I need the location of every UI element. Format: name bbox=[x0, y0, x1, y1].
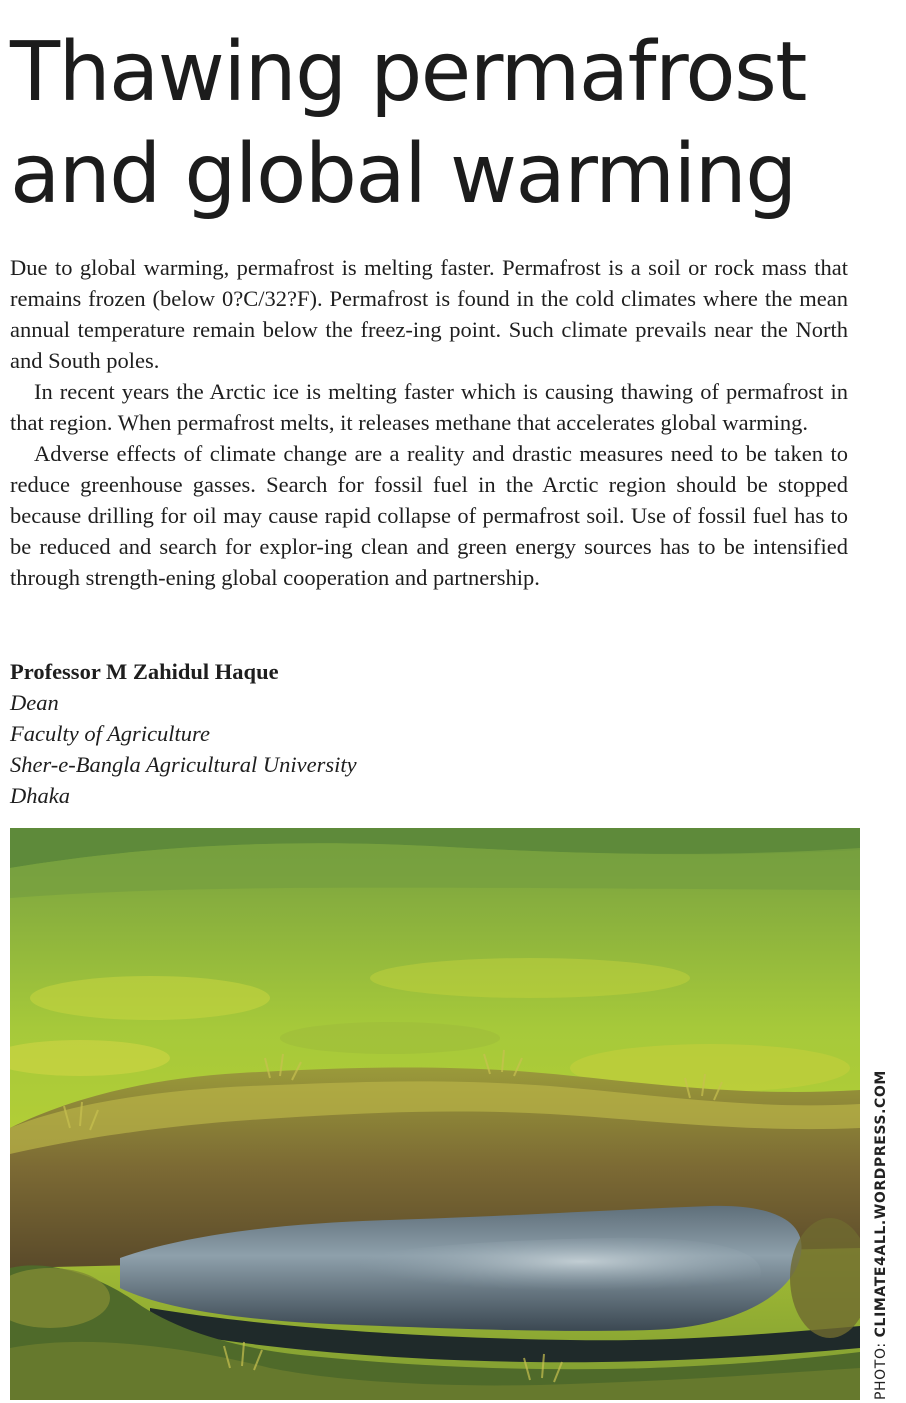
article-paragraph-2: In recent years the Arctic ice is melting faster which is causing thawing of permafrost in that region. When permafrost melts, it releases methane that accelerates global warming. bbox=[10, 379, 848, 435]
article-paragraph-1: Due to global warming, permafrost is melting faster. Permafrost is a soil or rock mass that remains frozen (below 0?C/32?F). Permafrost is found in the cold climates where the mean annual temperature remain below the freez-ing point. Such climate prevails near the North and South poles. bbox=[10, 255, 848, 373]
author-city: Dhaka bbox=[10, 783, 70, 808]
article-body bbox=[10, 252, 848, 593]
photo-credit bbox=[873, 1070, 889, 1400]
photo-credit-label: PHOTO: bbox=[873, 1337, 889, 1400]
permafrost-photo-illustration bbox=[10, 828, 860, 1400]
article-paragraph-3: Adverse effects of climate change are a reality and drastic measures need to be taken to reduce greenhouse gasses. Search for fossil fuel in the Arctic region should be stopped because drilling for oil may cause rapid collapse of permafrost soil. Use of fossil fuel has to be reduced and search for explor-ing clean and green energy sources has to be intensified through strength-ening global cooperation and partnership. bbox=[10, 441, 848, 590]
author-name: Professor M Zahidul Haque bbox=[10, 659, 279, 684]
author-faculty: Faculty of Agriculture bbox=[10, 721, 210, 746]
author-university: Sher-e-Bangla Agricultural University bbox=[10, 752, 357, 777]
permafrost-photo bbox=[10, 828, 860, 1400]
headline-line-2: and global warming bbox=[10, 127, 796, 222]
photo-credit-source: CLIMATE4ALL.WORDPRESS.COM bbox=[873, 1070, 889, 1338]
headline-line-1: Thawing permafrost bbox=[10, 25, 806, 120]
author-signature bbox=[10, 656, 357, 811]
headline bbox=[10, 22, 890, 226]
author-title: Dean bbox=[10, 690, 59, 715]
